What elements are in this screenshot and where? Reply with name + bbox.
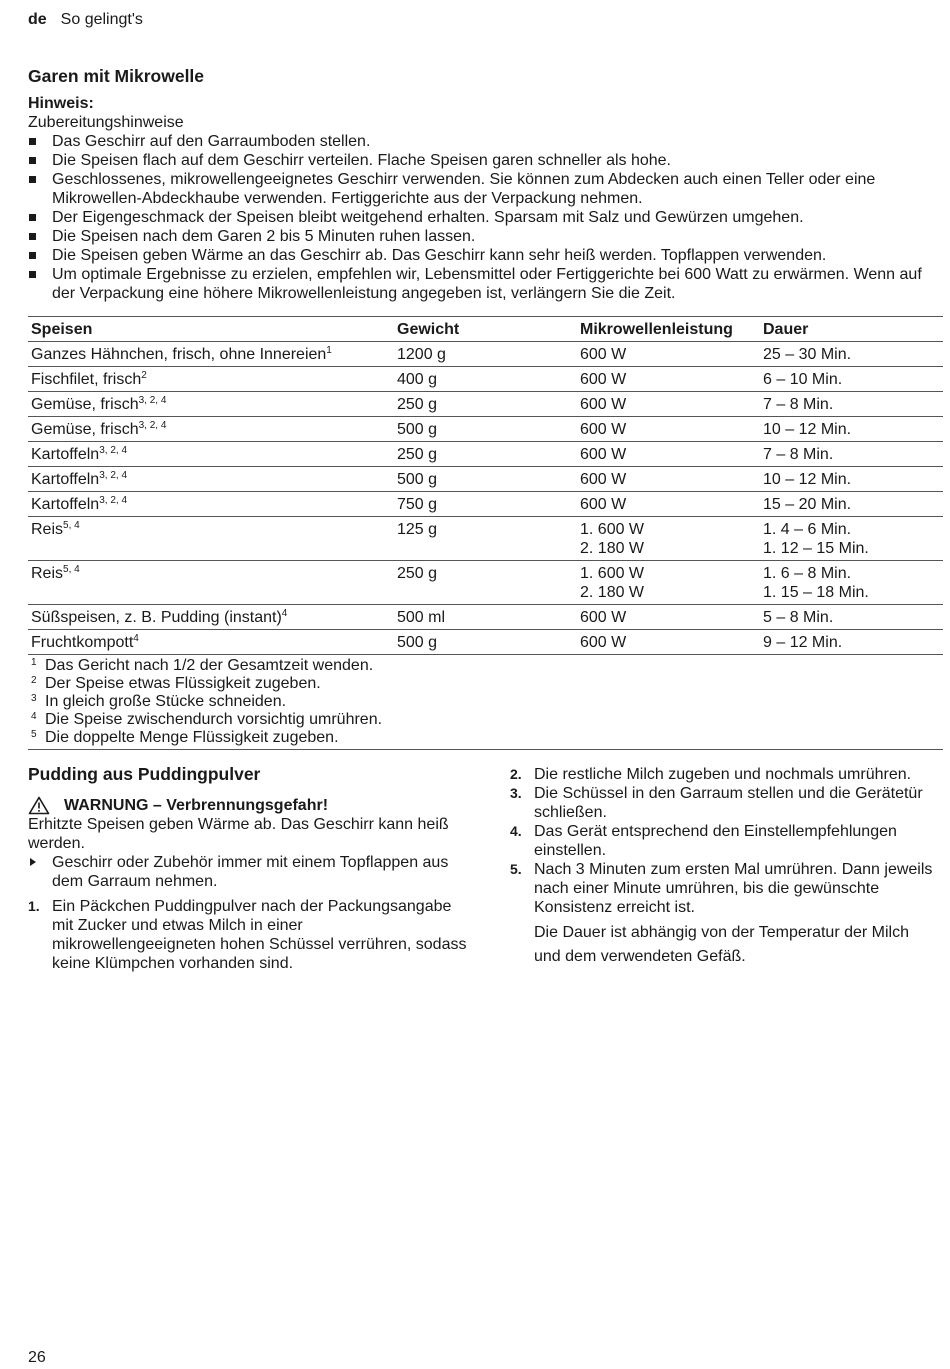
cell-duration: [760, 561, 943, 605]
cell-food: [28, 492, 394, 517]
duration-value: 25 – 30 Min.: [763, 346, 852, 363]
power-value: 1. 600 W: [580, 565, 645, 582]
power-value-2: 2. 180 W: [580, 584, 645, 601]
food-name: Reis: [31, 565, 64, 582]
duration-value: 7 – 8 Min.: [763, 396, 834, 413]
list-item: Die Speisen geben Wärme an das Geschirr ab. Das Geschirr kann sehr heiß werden. Topflappen verwenden.: [28, 246, 928, 265]
footnote-ref: 5, 4: [63, 564, 80, 575]
table-row: [28, 517, 943, 561]
list-item: Die Speisen nach dem Garen 2 bis 5 Minuten ruhen lassen.: [28, 227, 928, 246]
table-row: [28, 417, 943, 442]
warning-action: Geschirr oder Zubehör immer mit einem Topflappen aus dem Garraum nehmen.: [28, 853, 468, 891]
pudding-title: Pudding aus Puddingpulver: [28, 764, 261, 784]
cell-weight: [394, 392, 577, 417]
cell-power: [577, 442, 760, 467]
cell-duration: [760, 417, 943, 442]
table-row: [28, 442, 943, 467]
food-name: Ganzes Hähnchen, frisch, ohne Innereien: [31, 346, 327, 363]
power-value: 600 W: [580, 609, 627, 626]
cell-food: [28, 342, 394, 367]
footnote-ref: 4: [281, 608, 288, 619]
cell-food: [28, 517, 394, 561]
cell-power: [577, 417, 760, 442]
cell-power: [577, 467, 760, 492]
language-code: de: [28, 11, 47, 28]
weight-value: 400 g: [397, 371, 438, 388]
cell-duration: [760, 605, 943, 630]
step-text: Die restliche Milch zugeben und nochmals umrühren.: [534, 766, 912, 783]
cell-weight: [394, 517, 577, 561]
footnote-ref: 3, 2, 4: [138, 420, 167, 431]
cell-weight: [394, 417, 577, 442]
cell-weight: [394, 367, 577, 392]
power-value: 600 W: [580, 471, 627, 488]
header-food: Speisen: [28, 317, 394, 342]
warning-title: WARNUNG – Verbrennungsgefahr!: [64, 797, 329, 814]
step-5-note: Die Dauer ist abhängig von der Temperatur der Milch und dem verwendeten Gefäß.: [534, 924, 910, 965]
cell-duration: [760, 517, 943, 561]
weight-value: 250 g: [397, 396, 438, 413]
food-name: Fischfilet, frisch: [31, 371, 142, 388]
weight-value: 500 g: [397, 421, 438, 438]
power-value: 600 W: [580, 496, 627, 513]
step-text: Das Gerät entsprechend den Einstellempfehlungen einstellen.: [534, 823, 897, 859]
note-label: Hinweis:: [28, 95, 94, 112]
step-text: Ein Päckchen Puddingpulver nach der Packungsangabe mit Zucker und etwas Milch in einer mikrowellengeeigneten hohen Schüssel verrühren, sodass keine Klümpchen vorhanden sind.: [52, 898, 467, 972]
power-value: 600 W: [580, 421, 627, 438]
cell-power: [577, 630, 760, 655]
duration-value-2: 1. 15 – 18 Min.: [763, 584, 869, 601]
power-value: 1. 600 W: [580, 521, 645, 538]
food-name: Gemüse, frisch: [31, 396, 139, 413]
cell-weight: [394, 561, 577, 605]
cell-food: [28, 442, 394, 467]
footnote-ref: 4: [133, 633, 139, 644]
duration-value: 5 – 8 Min.: [763, 609, 834, 626]
list-item: Der Eigengeschmack der Speisen bleibt weitgehend erhalten. Sparsam mit Salz und Gewürzen umgehen.: [28, 208, 928, 227]
table-header-row: [28, 317, 943, 342]
step-3: [510, 784, 935, 822]
weight-value: 500 g: [397, 471, 438, 488]
step-text: Nach 3 Minuten zum ersten Mal umrühren. Dann jeweils nach einer Minute umrühren, bis die gewünschte Konsistenz erreicht ist.: [534, 861, 933, 916]
list-item: Um optimale Ergebnisse zu erzielen, empfehlen wir, Lebensmittel oder Fertiggerichte bei 600 Watt zu erwärmen. Wenn auf der Verpackung eine höhere Mikrowellenleistung angegeben ist, verlängern Sie die Zeit.: [28, 265, 928, 303]
cell-duration: [760, 442, 943, 467]
food-name: Kartoffeln: [31, 446, 100, 463]
food-name: Fruchtkompott: [31, 634, 134, 651]
cell-power: [577, 517, 760, 561]
power-value: 600 W: [580, 346, 627, 363]
page-number: 26: [28, 1349, 46, 1366]
cell-power: [577, 561, 760, 605]
cell-weight: [394, 342, 577, 367]
step-1: [28, 897, 468, 973]
weight-value: 1200 g: [397, 346, 446, 363]
duration-value: 10 – 12 Min.: [763, 471, 852, 488]
cell-food: [28, 561, 394, 605]
cell-food: [28, 367, 394, 392]
footnote-number: 4: [31, 711, 37, 722]
table-row: [28, 392, 943, 417]
footnote-text: Die doppelte Menge Flüssigkeit zugeben.: [45, 729, 339, 746]
weight-value: 750 g: [397, 496, 438, 513]
footnote-ref: 1: [326, 345, 332, 356]
step-number: 5.: [510, 861, 522, 877]
footnote: [31, 729, 943, 747]
cell-weight: [394, 605, 577, 630]
list-item: Das Geschirr auf den Garraumboden stellen.: [28, 132, 928, 151]
step-2: [510, 765, 935, 784]
step-4: [510, 822, 935, 860]
table-body: [28, 342, 943, 655]
table-row: [28, 561, 943, 605]
power-value: 600 W: [580, 371, 627, 388]
pudding-left-column: [28, 765, 468, 973]
step-number: 1.: [28, 898, 40, 914]
food-name: Reis: [31, 521, 64, 538]
footnote-number: 3: [31, 693, 37, 704]
header-weight: Gewicht: [394, 317, 577, 342]
step-number: 4.: [510, 823, 522, 839]
footnote-text: Der Speise etwas Flüssigkeit zugeben.: [45, 675, 321, 692]
cell-power: [577, 392, 760, 417]
cell-power: [577, 492, 760, 517]
cell-duration: [760, 492, 943, 517]
warning-heading: [28, 796, 468, 815]
footnote-ref: 3, 2, 4: [99, 445, 128, 456]
duration-value-2: 1. 12 – 15 Min.: [763, 540, 869, 557]
step-number: 3.: [510, 785, 522, 801]
table-row: [28, 367, 943, 392]
weight-value: 250 g: [397, 446, 438, 463]
duration-value: 15 – 20 Min.: [763, 496, 852, 513]
page-header: [28, 10, 143, 29]
table-row: [28, 467, 943, 492]
list-item: Geschlossenes, mikrowellengeeignetes Geschirr verwenden. Sie können zum Abdecken auch einen Teller oder eine Mikrowellen-Abdeckhaube verwenden. Fertiggerichte aus der Verpackung nehmen.: [28, 170, 928, 208]
warning-actions: [28, 853, 468, 891]
footnote-text: Das Gericht nach 1/2 der Gesamtzeit wenden.: [45, 657, 374, 674]
cell-duration: [760, 467, 943, 492]
cell-duration: [760, 342, 943, 367]
power-value: 600 W: [580, 634, 627, 651]
footnote-number: 2: [31, 675, 37, 686]
cell-food: [28, 392, 394, 417]
power-value: 600 W: [580, 396, 627, 413]
settings-table: [28, 316, 943, 750]
header-power: Mikrowellenleistung: [577, 317, 760, 342]
cell-weight: [394, 467, 577, 492]
footnote: [31, 693, 943, 711]
footnote: [31, 657, 943, 675]
pudding-right-column: [510, 765, 935, 969]
cell-weight: [394, 630, 577, 655]
footnote-ref: 3, 2, 4: [99, 495, 128, 506]
footnote-text: In gleich große Stücke schneiden.: [45, 693, 287, 710]
footnote-ref: 5, 4: [63, 520, 80, 531]
footnote-number: 5: [31, 729, 37, 740]
duration-value: 1. 6 – 8 Min.: [763, 565, 852, 582]
food-name: Süßspeisen, z. B. Pudding (instant): [31, 609, 282, 626]
cell-food: [28, 605, 394, 630]
footnote-ref: 3, 2, 4: [99, 470, 128, 481]
microwave-section: [28, 67, 928, 303]
warning-text: Erhitzte Speisen geben Wärme ab. Das Geschirr kann heiß werden.: [28, 816, 449, 852]
food-name: Kartoffeln: [31, 471, 100, 488]
section-name: So gelingt's: [60, 11, 143, 28]
cell-food: [28, 630, 394, 655]
list-item: Die Speisen flach auf dem Geschirr verteilen. Flache Speisen garen schneller als hohe.: [28, 151, 928, 170]
step-5: [510, 860, 935, 917]
power-value-2: 2. 180 W: [580, 540, 645, 557]
cell-duration: [760, 392, 943, 417]
footnote-text: Die Speise zwischendurch vorsichtig umrühren.: [45, 711, 383, 728]
cell-power: [577, 342, 760, 367]
step-number: 2.: [510, 766, 522, 782]
note-intro: Zubereitungshinweise: [28, 114, 184, 131]
footnote-number: 1: [31, 657, 37, 668]
footnote-ref: 2: [141, 370, 147, 381]
duration-value: 1. 4 – 6 Min.: [763, 521, 852, 538]
cell-duration: [760, 630, 943, 655]
footnote: [31, 675, 943, 693]
duration-value: 7 – 8 Min.: [763, 446, 834, 463]
section-title: Garen mit Mikrowelle: [28, 66, 205, 86]
weight-value: 500 ml: [397, 609, 446, 626]
cell-duration: [760, 367, 943, 392]
footnotes: [28, 655, 943, 750]
table-row: [28, 605, 943, 630]
weight-value: 125 g: [397, 521, 438, 538]
tips-list: [28, 132, 928, 303]
table-row: [28, 342, 943, 367]
weight-value: 250 g: [397, 565, 438, 582]
cell-food: [28, 417, 394, 442]
cell-power: [577, 605, 760, 630]
table-row: [28, 630, 943, 655]
cell-weight: [394, 442, 577, 467]
cell-weight: [394, 492, 577, 517]
weight-value: 500 g: [397, 634, 438, 651]
footnote-ref: 3, 2, 4: [138, 395, 167, 406]
duration-value: 10 – 12 Min.: [763, 421, 852, 438]
duration-value: 6 – 10 Min.: [763, 371, 843, 388]
header-duration: Dauer: [760, 317, 943, 342]
power-value: 600 W: [580, 446, 627, 463]
table-row: [28, 492, 943, 517]
cell-power: [577, 367, 760, 392]
footnote: [31, 711, 943, 729]
food-name: Kartoffeln: [31, 496, 100, 513]
cell-food: [28, 467, 394, 492]
step-text: Die Schüssel in den Garraum stellen und die Gerätetür schließen.: [534, 785, 923, 821]
duration-value: 9 – 12 Min.: [763, 634, 843, 651]
food-name: Gemüse, frisch: [31, 421, 139, 438]
warning-triangle-icon: [28, 796, 50, 815]
